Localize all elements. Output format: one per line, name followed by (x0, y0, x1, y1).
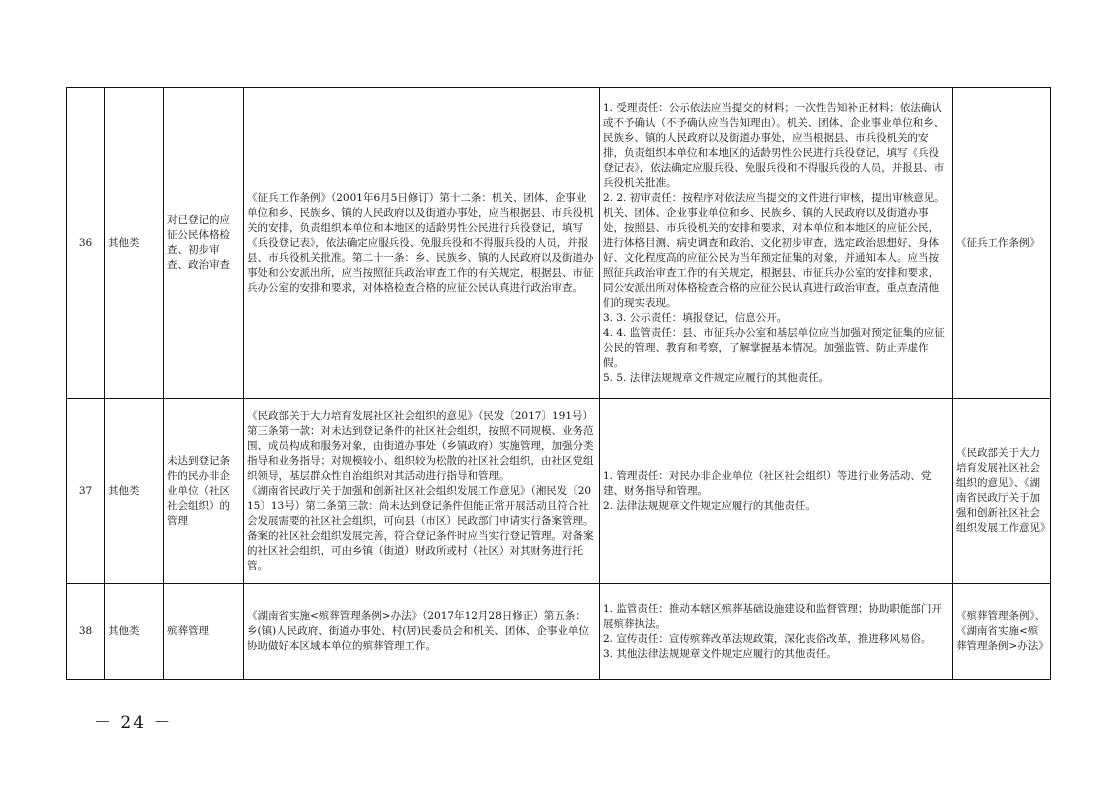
row-category: 其他类 (105, 399, 164, 584)
table-row (67, 399, 1051, 584)
row-reference: 《民政部关于大力培育发展社区社会组织的意见》、《湖南省民政厅关于加强和创新社区社会组织发展工作意见》 (953, 399, 1051, 584)
table-row (67, 88, 1051, 399)
row-number: 37 (67, 399, 105, 584)
row-reference: 《殡葬管理条例》、《湖南省实施<殡葬管理条例>办法》 (953, 584, 1051, 680)
row-duties: 1. 监管责任：推动本辖区殡葬基础设施建设和监督管理；协助职能部门开展殡葬执法。 2. 宣传责任：宣传殡葬改革法规政策，深化丧俗改革，推进移风易俗。 3. 其他法律法规规章文件规定应履行的其他责任。 (600, 584, 953, 680)
row-reference: 《征兵工作条例》 (953, 88, 1051, 399)
row-basis: 《民政部关于大力培育发展社区社会组织的意见》（民发〔2017〕191号）第三条第一款：对未达到登记条件的社区社会组织，按照不同规模、业务范围、成员构成和服务对象，由街道办事处（乡镇政府）实施管理，加强分类指导和业务指导；对规模较小、组织较为松散的社区社会组织，由社区党组织领导，基层群众性自治组织对其活动进行指导和管理。 《湖南省民政厅关于加强和创新社区社会组织发展工作意见》（湘民发〔2015〕13号）第二条第三款：尚未达到登记条件但能正常开展活动且符合社会发展需要的社区社会组织，可向县（市区）民政部门申请实行备案管理。备案的社区社会组织发展完善，符合登记条件时应当实行登记管理。对备案的社区社会组织，可由乡镇（街道）财政所或村（社区）对其财务进行托管。 (244, 399, 600, 584)
row-item: 未达到登记条件的民办非企业单位（社区社会组织）的管理 (164, 399, 244, 584)
table-row (67, 584, 1051, 680)
row-duties: 1. 受理责任：公示依法应当提交的材料；一次性告知补正材料；依法确认或不予确认（不予确认应当告知理由）。机关、团体、企业事业单位和乡、民族乡、镇的人民政府以及街道办事处，应当根据县、市兵役机关的安排，负责组织本单位和本地区的适龄男性公民进行兵役登记，填写《兵役登记表》，依法确定应服兵役、免服兵役和不得服兵役的人员，并报县、市兵役机关批准。 2. 2. 初审责任：按程序对依法应当提交的文件进行审核，提出审核意见。机关、团体、企业事业单位和乡、民族乡、镇的人民政府以及街道办事处，按照县、市兵役机关的安排和要求，对本单位和本地区的应征公民，进行体格目测、病史调查和政治、文化初步审查，选定政治思想好、身体好、文化程度高的应征公民为当年预定征集的对象，并通知本人。应当按照征兵政治审查工作的有关规定，根据县、市征兵办公室的安排和要求，同公安派出所对体格检查合格的应征公民认真进行政治审查，重点查清他们的现实表现。 3. 3. 公示责任：填报登记，信息公开。 4. 4. 监管责任：县、市征兵办公室和基层单位应当加强对预定征集的应征公民的管理、教育和考察，了解掌握基本情况。加强监管、防止弄虚作假。 5. 5. 法律法规规章文件规定应履行的其他责任。 (600, 88, 953, 399)
page-number: － 24 － (94, 713, 173, 733)
row-duties: 1. 管理责任：对民办非企业单位（社区社会组织）等进行业务活动、党建、财务指导和管理。 2. 法律法规规章文件规定应履行的其他责任。 (600, 399, 953, 584)
row-category: 其他类 (105, 88, 164, 399)
row-number: 38 (67, 584, 105, 680)
responsibility-table (66, 87, 1051, 680)
row-item: 殡葬管理 (164, 584, 244, 680)
row-basis: 《湖南省实施<殡葬管理条例>办法》（2017年12月28日修正）第五条：乡(镇)人民政府、街道办事处、村(居)民委员会和机关、团体、企事业单位协助做好本区域本单位的殡葬管理工作。 (244, 584, 600, 680)
row-number: 36 (67, 88, 105, 399)
row-item: 对已登记的应征公民体格检查、初步审查、政治审查 (164, 88, 244, 399)
row-basis: 《征兵工作条例》（2001年6月5日修订）第十二条：机关、团体、企事业单位和乡、民族乡、镇的人民政府以及街道办事处，应当根据县、市兵役机关的安排，负责组织本单位和本地区的适龄男性公民进行兵役登记，填写《兵役登记表》，依法确定应服兵役、免服兵役和不得服兵役的人员，并报县、市兵役机关批准。第二十一条：乡、民族乡、镇的人民政府以及街道办事处和公安派出所，应当按照征兵政治审查工作的有关规定，根据县、市征兵办公室的安排和要求，对体格检查合格的应征公民认真进行政治审查。 (244, 88, 600, 399)
row-category: 其他类 (105, 584, 164, 680)
